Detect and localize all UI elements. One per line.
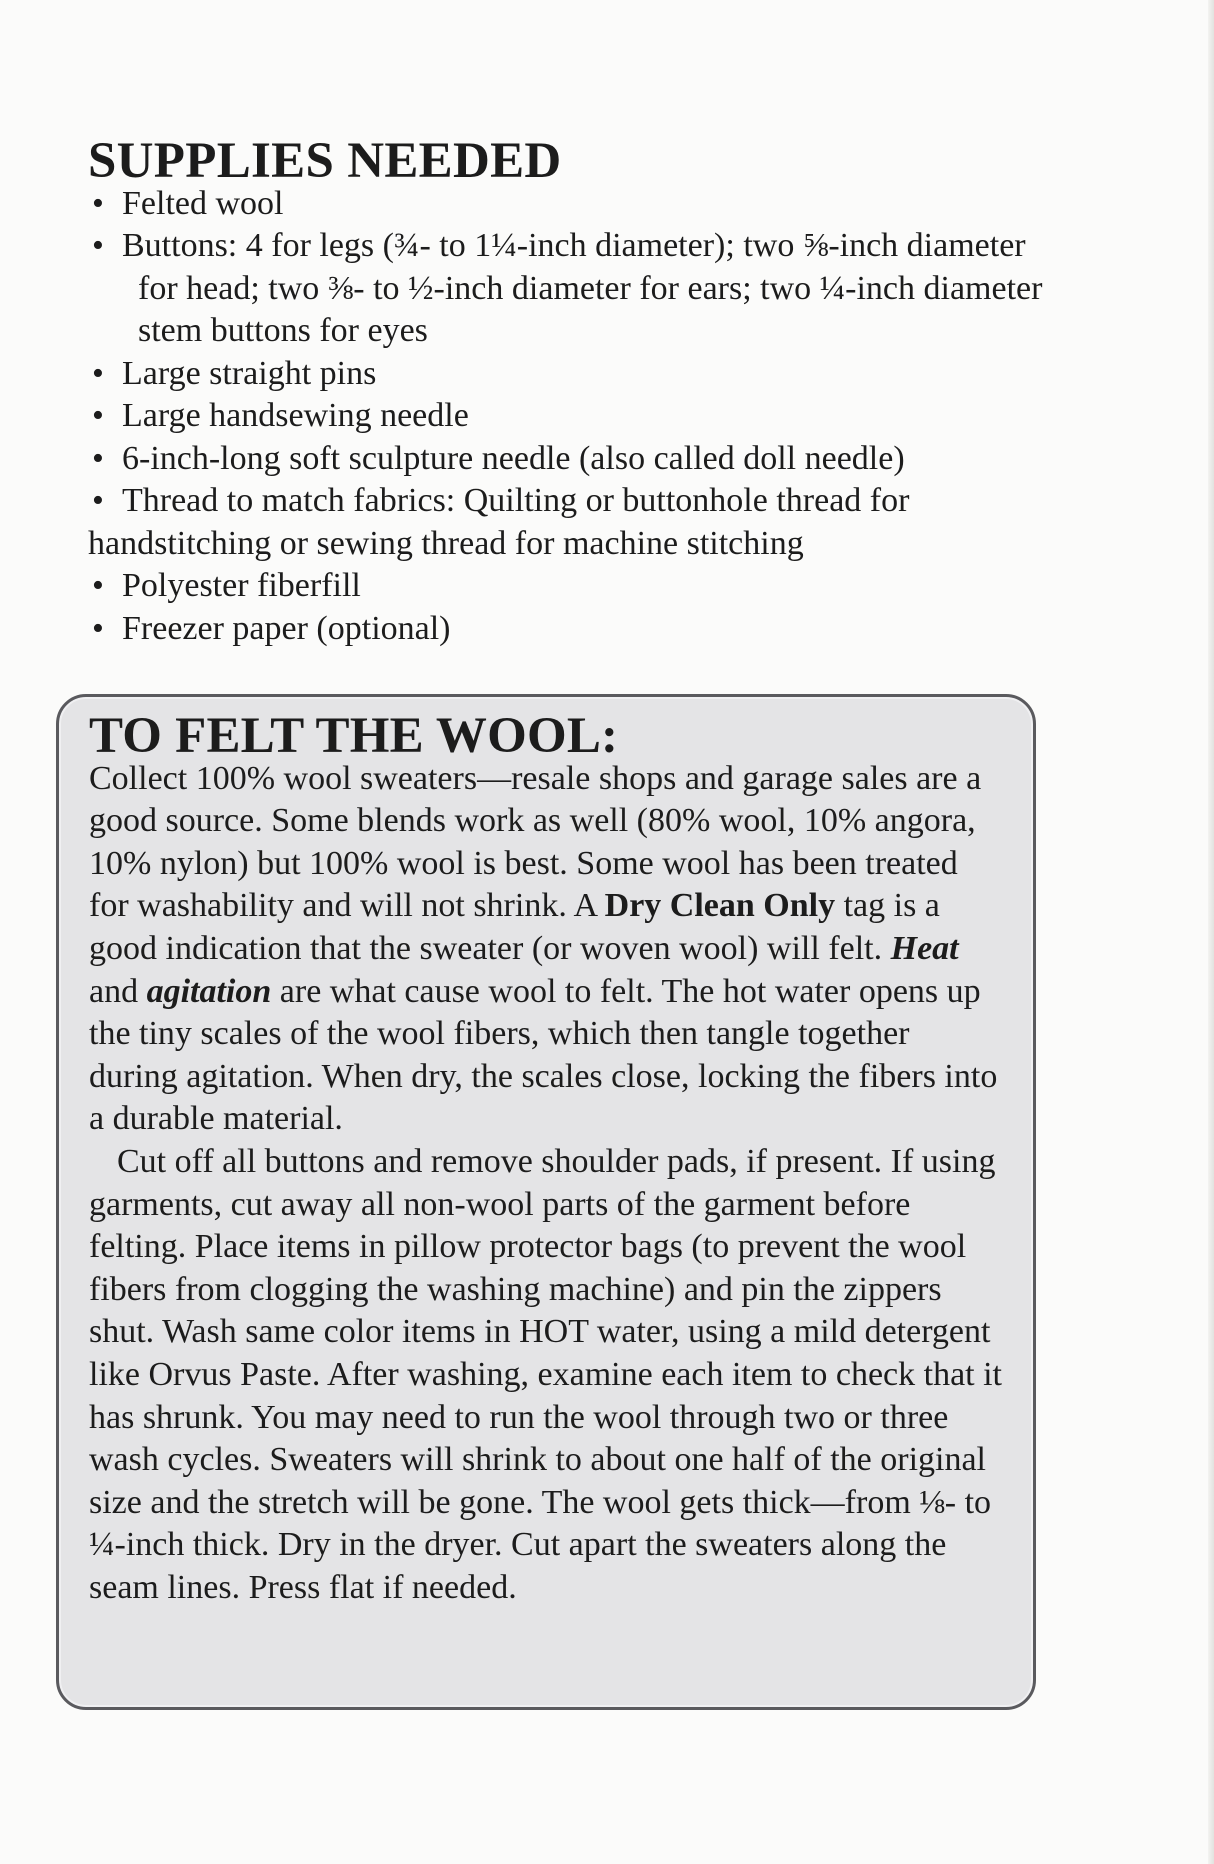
- supply-item-thread: [88, 480, 1048, 565]
- felt-wool-heading: TO FELT THE WOOL:: [89, 708, 619, 764]
- supply-item-text: Buttons: 4 for legs (¾- to 1¼-inch diameter); two ⅝-inch diameter for head; two ⅜- to ½-inch diameter for ears; two ¼-inch diameter stem buttons for eyes: [122, 227, 1043, 349]
- supplies-section: [88, 133, 1048, 650]
- supply-item-text: Large straight pins: [122, 354, 377, 392]
- paragraph-text: are what cause wool to felt. The hot water opens up the tiny scales of the wool fibers, which then tangle together during agitation. When dry, the scales close, locking the fibers into a durable material.: [89, 972, 998, 1138]
- supply-item-fiberfill: [88, 565, 1048, 608]
- bullet-icon: •: [92, 354, 104, 392]
- heat-emphasis: Heat: [890, 929, 959, 967]
- supply-item-buttons: [88, 225, 1048, 353]
- supply-item-text: Freezer paper (optional): [122, 609, 451, 647]
- supply-item-text: Large handsewing needle: [122, 397, 469, 434]
- felt-wool-paragraph-2: Cut off all buttons and remove shoulder pads, if present. If using garments, cut away all non-wool parts of the garment before felting. Place items in pillow protector bags (to prevent the wool fibers from clogging the washing machine) and pin the zippers shut. Wash same color items in HOT water, using a mild detergent like Orvus Paste. After washing, examine each item to check that it has shrunk. You may need to run the wool through two or three wash cycles. Sweaters will shrink to about one half of the original size and the stretch will be gone. The wool gets thick—from ⅛- to ¼-inch thick. Dry in the dryer. Cut apart the sweaters along the seam lines. Press flat if needed.: [89, 1142, 1003, 1606]
- supply-item-freezer-paper: [88, 608, 1048, 651]
- supply-list: [88, 183, 1048, 651]
- bullet-icon: •: [92, 567, 104, 604]
- felt-wool-box: [56, 694, 1036, 1710]
- supply-item-handsewing-needle: [88, 395, 1048, 438]
- bullet-icon: •: [92, 227, 104, 264]
- bullet-icon: •: [92, 609, 104, 647]
- supplies-heading: SUPPLIES NEEDED: [88, 133, 562, 189]
- bullet-icon: •: [92, 439, 104, 477]
- agitation-emphasis: agitation: [146, 972, 272, 1010]
- supply-item-text: Thread to match fabrics: Quilting or buttonhole thread for handstitching or sewing thread for machine stitching: [88, 482, 910, 562]
- supply-item-straight-pins: [88, 353, 1048, 396]
- supply-item-felted-wool: [88, 183, 1048, 226]
- supply-item-text: Felted wool: [122, 184, 284, 222]
- paragraph-text: Collect 100% wool sweaters—resale shops and garage sales are a good source. Some blends work as well (80% wool, 10% angora, 10% nylon) but 100% wool is best. Some wool has been treated for washability and will not shrink. A: [89, 759, 982, 925]
- dry-clean-only-emphasis: Dry Clean Only: [604, 887, 836, 925]
- paragraph-text: and: [89, 972, 147, 1010]
- page-edge-shadow: [1208, 0, 1214, 1864]
- supply-item-text: Polyester fiberfill: [122, 567, 361, 604]
- bullet-icon: •: [92, 482, 104, 519]
- bullet-icon: •: [92, 397, 104, 434]
- paragraph-text: tag is a good indication that the sweater (or woven wool) will felt.: [89, 887, 940, 967]
- supply-item-text: 6-inch-long soft sculpture needle (also called doll needle): [122, 439, 905, 477]
- bullet-icon: •: [92, 184, 104, 222]
- supply-item-sculpture-needle: [88, 438, 1048, 481]
- felt-wool-paragraph-1: [89, 758, 1005, 1141]
